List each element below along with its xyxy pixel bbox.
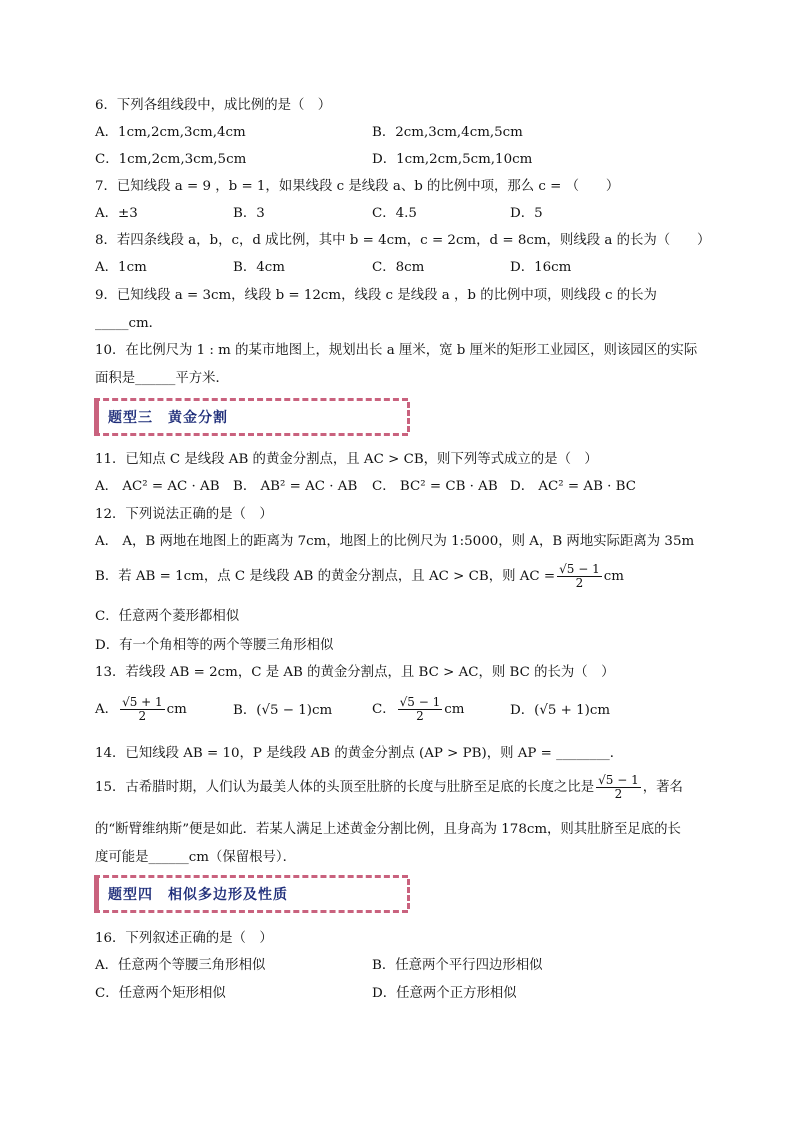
section-frame-tail [401,879,410,909]
q16-option-d: D．任意两个正方形相似 [372,986,517,1001]
unit: cm [603,569,624,584]
q11-stem: 11．已知点 C 是线段 AB 的黄金分割点，且 AC > CB，则下列等式成立的是（ ） [95,452,598,467]
q7-option-d: D．5 [510,206,543,221]
fraction-denominator: 2 [138,709,147,723]
section-header-similar-polygons [94,875,408,913]
q8-stem: 8．若四条线段 a，b，c，d 成比例，其中 b = 4cm，c = 2cm，d = 8cm，则线段 a 的长为（ ） [95,233,711,248]
unit: cm [444,702,465,717]
fraction-numerator: √5 − 1 [559,562,600,576]
q6-option-c: C．1cm,2cm,3cm,5cm [95,152,247,167]
q12-option-c: C．任意两个菱形都相似 [95,609,240,624]
q6-option-b: B．2cm,3cm,4cm,5cm [372,125,523,140]
q12-option-a: A． A，B 两地在地图上的距离为 7cm，地图上的比例尺为 1:5000，则 A，B 两地实际距离为 35m [95,534,695,549]
q13-option-d: D．(√5 + 1)cm [510,703,611,718]
q7-stem: 7．已知线段 a = 9 ，b = 1，如果线段 c 是线段 a、b 的比例中项，那么 c = （ ） [95,179,620,194]
q8-option-a: A．1cm [95,260,147,275]
q16-option-c: C．任意两个矩形相似 [95,986,226,1001]
fraction-denominator: 2 [416,709,424,723]
section-title: 题型三 黄金分割 [108,410,228,426]
q7-option-a: A．±3 [95,206,138,221]
q12-option-b [95,562,624,592]
q15-line1 [95,773,683,803]
option-label: A． [95,702,119,717]
fraction [557,563,602,590]
q11-option-b: B． AB² = AC · AB [233,479,358,494]
q10-line1: 10．在比例尺为 1 : m 的某市地图上，规划出长 a 厘米，宽 b 厘米的矩形工业园区，则该园区的实际 [95,343,698,358]
q8-option-d: D．16cm [510,260,572,275]
q10-line2: 面积是______平方米． [95,371,229,386]
q6-option-d: D．1cm,2cm,5cm,10cm [372,152,533,167]
q12-option-d: D．有一个角相等的两个等腰三角形相似 [95,638,334,653]
fraction-numerator: √5 − 1 [598,773,639,787]
q13-option-b: B．(√5 − 1)cm [233,703,333,718]
q16-option-a: A．任意两个等腰三角形相似 [95,958,266,973]
section-frame-tail [401,402,410,432]
q7-option-c: C．4.5 [372,206,417,221]
q11-option-a: A． AC² = AC · AB [95,479,220,494]
fraction [120,696,165,723]
q12-option-b-text: B．若 AB = 1cm，点 C 是线段 AB 的黄金分割点，且 AC > CB，则 AC = [95,569,556,584]
q9-line1: 9．已知线段 a = 3cm，线段 b = 12cm，线段 c 是线段 a ，b 的比例中项，则线段 c 的长为 [95,288,657,303]
q6-option-a: A．1cm,2cm,3cm,4cm [95,125,246,140]
fraction-denominator: 2 [614,787,623,801]
q16-option-b: B．任意两个平行四边形相似 [372,958,543,973]
q8-option-c: C．8cm [372,260,425,275]
unit: cm [166,702,187,717]
q13-stem: 13．若线段 AB = 2cm，C 是 AB 的黄金分割点，且 BC > AC，则 BC 的长为（ ） [95,665,615,680]
q8-option-b: B．4cm [233,260,285,275]
q11-option-d: D． AC² = AB · BC [510,479,637,494]
q7-option-b: B．3 [233,206,265,221]
q15-line3: 度可能是______cm（保留根号）． [95,850,296,865]
q14-stem: 14．已知线段 AB = 10，P 是线段 AB 的黄金分割点 (AP > PB)，则 AP = ________． [95,746,624,761]
section-header-golden-ratio [94,398,408,436]
option-label: C． [372,702,396,717]
fraction-numerator: √5 − 1 [399,695,441,709]
q15-text: 15．古希腊时期，人们认为最美人体的头顶至肚脐的长度与肚脐至足底的长度之比是 [95,780,595,795]
fraction [596,774,641,801]
fraction-denominator: 2 [575,576,584,590]
q15-line2: 的“断臂维纳斯”便是如此．若某人满足上述黄金分割比例，且身高为 178cm，则其肚脐至足底的长 [95,822,681,837]
q9-line2: _____cm． [95,316,163,331]
q15-text-end: ，著名 [642,780,683,795]
q11-option-c: C． BC² = CB · AB [372,479,498,494]
q13-option-a [95,695,187,725]
fraction [398,696,443,723]
q16-stem: 16．下列叙述正确的是（ ） [95,931,273,946]
q13-option-c [372,695,464,725]
fraction-numerator: √5 + 1 [122,695,163,709]
section-title: 题型四 相似多边形及性质 [108,887,288,903]
q12-stem: 12．下列说法正确的是（ ） [95,507,273,522]
q6-stem: 6．下列各组线段中，成比例的是（ ） [95,98,332,113]
